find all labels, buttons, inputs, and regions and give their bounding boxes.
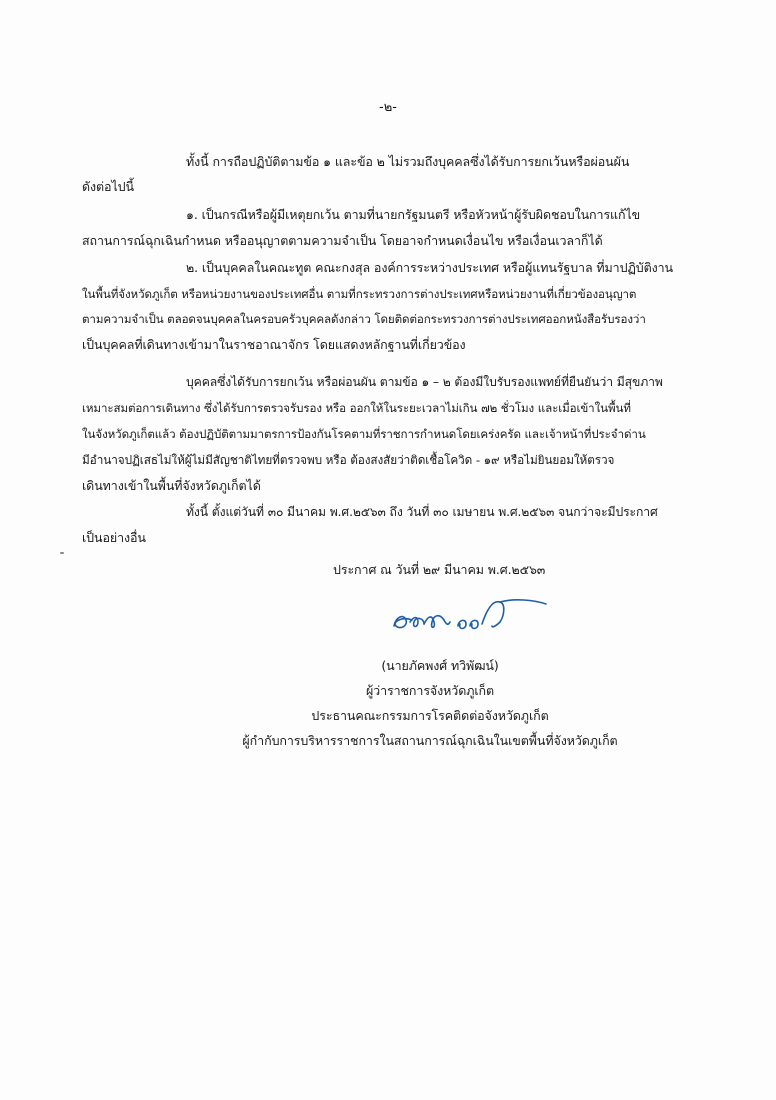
item1-line-2: สถานการณ์ฉุกเฉินกำหนด หรืออนุญาตตามความจำเป็น โดยอาจกำหนดเงื่อนไข หรือเงื่อนเวลาก็ได้ [82,233,603,248]
scan-mark [60,552,64,554]
para3-line-2: เป็นอย่างอื่น [82,530,146,545]
announcement-date: ประกาศ ณ วันที่ ๒๙ มีนาคม พ.ศ.๒๕๖๓ [333,562,546,577]
signer-title-2: ประธานคณะกรรมการโรคติดต่อจังหวัดภูเก็ต [311,708,549,723]
para2-line-3: ในจังหวัดภูเก็ตแล้ว ต้องปฏิบัติตามมาตรการป้องกันโรคตามที่ราชการกำหนดโดยเคร่งครัด และเจ้าหน้าที่ประจำด่าน [82,427,646,441]
para3-line-1: ทั้งนี้ ตั้งแต่วันที่ ๓๐ มีนาคม พ.ศ.๒๕๖๓ ถึง วันที่ ๓๐ เมษายน พ.ศ.๒๕๖๓ จนกว่าจะมีประกาศ [186,505,658,519]
item2-line-4: เป็นบุคคลที่เดินทางเข้ามาในราชอาณาจักร โดยแสดงหลักฐานที่เกี่ยวข้อง [82,337,466,352]
signer-title-3: ผู้กำกับการบริหารราชการในสถานการณ์ฉุกเฉินในเขตพื้นที่จังหวัดภูเก็ต [242,733,618,748]
item2-line-3: ตามความจำเป็น ตลอดจนบุคคลในครอบครัวบุคคลดังกล่าว โดยติดต่อกระทรวงการต่างประเทศออกหนังสือรับรองว่า [82,312,646,326]
signer-name: (นายภัคพงศ์ ทวิพัฒน์) [381,658,499,673]
para1-line-2: ดังต่อไปนี้ [82,179,134,194]
para1-line-1: ทั้งนี้ การถือปฏิบัติตามข้อ ๑ และข้อ ๒ ไม่รวมถึงบุคคลซึ่งได้รับการยกเว้นหรือผ่อนผัน [186,154,630,169]
item1-line-1: ๑. เป็นกรณีหรือผู้มีเหตุยกเว้น ตามที่นายกรัฐมนตรี หรือหัวหน้าผู้รับผิดชอบในการแก้ไข [186,207,641,222]
para2-line-5: เดินทางเข้าในพื้นที่จังหวัดภูเก็ตได้ [82,478,261,493]
item2-line-1: ๒. เป็นบุคคลในคณะทูต คณะกงสุล องค์การระหว่างประเทศ หรือผู้แทนรัฐบาล ที่มาปฏิบัติงาน [186,260,673,275]
para2-line-2: เหมาะสมต่อการเดินทาง ซึ่งได้รับการตรวจรับรอง หรือ ออกให้ในระยะเวลาไม่เกิน ๗๒ ชั่วโมง และเมื่อเข้าในพื้นที่ [82,401,631,415]
page-number: -๒- [379,100,397,115]
para2-line-1: บุคคลซึ่งได้รับการยกเว้น หรือผ่อนผัน ตามข้อ ๑ – ๒ ต้องมีใบรับรองแพทย์ที่ยืนยันว่า มีสุขภาพ [186,375,663,389]
signer-title-1: ผู้ว่าราชการจังหวัดภูเก็ต [365,683,495,698]
item2-line-2: ในพื้นที่จังหวัดภูเก็ต หรือหน่วยงานของประเทศอื่น ตามที่กระทรวงการต่างประเทศหรือหน่วยงานที่เกี่ยวข้องอนุญาต [82,287,637,301]
para2-line-4: มีอำนาจปฏิเสธไม่ให้ผู้ไม่มีสัญชาติไทยที่ตรวจพบ หรือ ต้องสงสัยว่าติดเชื้อโควิด - ๑๙ หรือไม่ยินยอมให้ตรวจ [82,453,615,467]
signature-image [388,586,553,638]
